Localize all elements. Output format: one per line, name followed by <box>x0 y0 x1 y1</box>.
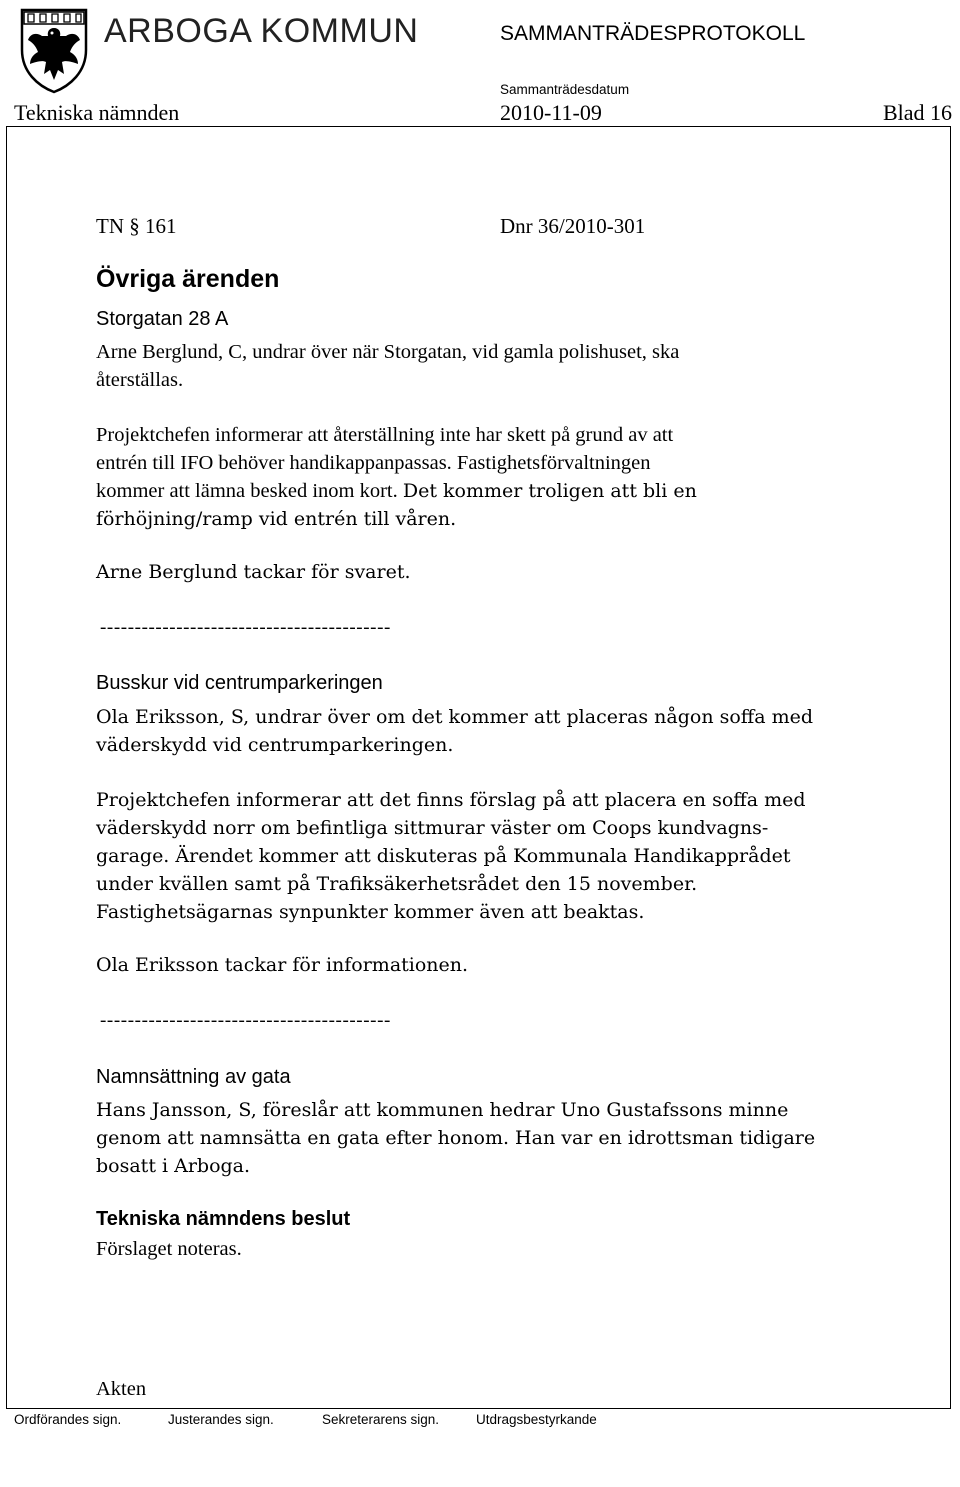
item3-proposal <box>96 1096 836 1180</box>
text-line: Hans Jansson, S, föreslår att kommunen hedrar Uno Gustafssons minne <box>96 1099 789 1121</box>
coat-of-arms-logo <box>18 2 90 94</box>
paragraph-number: TN § 161 <box>96 214 177 238</box>
separator: ------------------------------------------ <box>100 1010 391 1031</box>
item-heading-busskur: Busskur vid centrumparkeringen <box>96 672 383 694</box>
separator: ------------------------------------------ <box>100 617 391 638</box>
text-line: återställas. <box>96 369 184 391</box>
item2-question <box>96 703 836 759</box>
meeting-date-label: Sammanträdesdatum <box>500 82 630 97</box>
text-line: Ola Eriksson, S, undrar över om det kommer att placeras någon soffa med <box>96 706 814 728</box>
text-segment: Det kommer troligen att bli en <box>402 480 697 502</box>
text-line: entrén till IFO behöver handikappanpassas. Fastighetsförvaltningen <box>96 452 651 474</box>
item1-closing: Arne Berglund tackar för svaret. <box>96 561 411 583</box>
text-line: väderskydd norr om befintliga sittmurar väster om Coops kundvagns- <box>96 817 769 839</box>
text-line: garage. Ärendet kommer att diskuteras på Kommunala Handikapprådet <box>96 845 791 867</box>
committee-name: Tekniska nämnden <box>14 100 180 125</box>
organization-name: ARBOGA KOMMUN <box>104 12 419 50</box>
decision-text: Förslaget noteras. <box>96 1238 242 1260</box>
decision-heading: Tekniska nämndens beslut <box>96 1208 351 1230</box>
text-line: Fastighetsägarnas synpunkter kommer även att beaktas. <box>96 901 645 923</box>
meeting-date: 2010-11-09 <box>500 100 602 125</box>
footer-secretary-sign: Sekreterarens sign. <box>322 1412 440 1427</box>
section-title: Övriga ärenden <box>96 265 280 293</box>
diary-number: Dnr 36/2010-301 <box>500 214 646 238</box>
distribution-list: Akten <box>96 1378 147 1400</box>
text-line: Projektchefen informerar att återställning inte har skett på grund av att <box>96 424 674 446</box>
text-line: bosatt i Arboga. <box>96 1155 251 1177</box>
footer-chair-sign: Ordförandes sign. <box>14 1412 122 1427</box>
item1-question <box>96 338 836 394</box>
text-line: förhöjning/ramp vid entrén till våren. <box>96 508 457 530</box>
item-heading-storgatan: Storgatan 28 A <box>96 308 229 330</box>
footer-adjuster-sign: Justerandes sign. <box>168 1412 274 1427</box>
text-line: genom att namnsätta en gata efter honom. Han var en idrottsman tidigare <box>96 1127 816 1149</box>
page-number: Blad 16 <box>882 100 952 125</box>
item1-answer <box>96 421 836 533</box>
text-line: väderskydd vid centrumparkeringen. <box>96 734 454 756</box>
text-line <box>96 477 836 505</box>
text-segment: kommer att lämna besked inom kort. <box>96 480 403 502</box>
text-line: under kvällen samt på Trafiksäkerhetsrådet den 15 november. <box>96 873 698 895</box>
item-heading-namnsattning: Namnsättning av gata <box>96 1066 291 1088</box>
text-line: Arne Berglund, C, undrar över när Storgatan, vid gamla polishuset, ska <box>96 341 680 363</box>
item2-answer <box>96 786 836 926</box>
document-type: SAMMANTRÄDESPROTOKOLL <box>500 22 806 45</box>
text-line: Projektchefen informerar att det finns förslag på att placera en soffa med <box>96 789 806 811</box>
footer-extract-cert: Utdragsbestyrkande <box>476 1412 597 1427</box>
item2-closing: Ola Eriksson tackar för informationen. <box>96 954 469 976</box>
